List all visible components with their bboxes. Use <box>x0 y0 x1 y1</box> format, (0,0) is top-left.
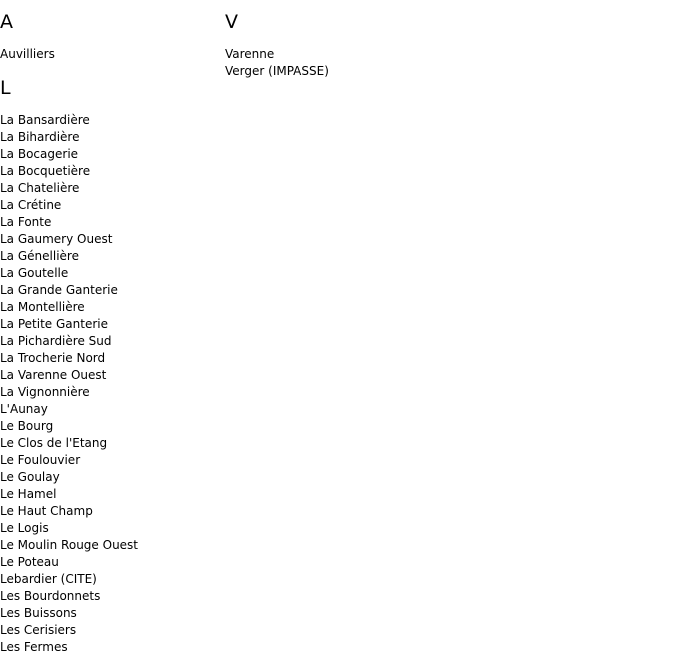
street-link[interactable]: Varenne <box>225 47 275 61</box>
letter-heading-a: A <box>0 11 13 33</box>
street-list-item[interactable] <box>0 112 220 129</box>
street-link[interactable]: Les Buissons <box>0 606 77 620</box>
letter-heading-l: L <box>0 77 11 99</box>
street-link[interactable]: La Bihardière <box>0 130 80 144</box>
street-link[interactable]: Le Foulouvier <box>0 453 81 467</box>
street-list-item[interactable] <box>0 622 220 639</box>
street-list-item[interactable] <box>0 503 220 520</box>
street-list-v <box>225 46 525 80</box>
street-index-left-column <box>0 0 220 656</box>
street-list-item[interactable] <box>0 316 220 333</box>
street-link[interactable]: La Grande Ganterie <box>0 283 118 297</box>
street-list-item[interactable] <box>0 639 220 656</box>
street-list-a <box>0 46 220 63</box>
street-link[interactable]: La Chatelière <box>0 181 80 195</box>
street-list-item[interactable] <box>225 63 525 80</box>
street-list-item[interactable] <box>0 401 220 418</box>
street-index-right-column <box>225 0 525 80</box>
letter-group-a <box>0 11 220 63</box>
street-list-item[interactable] <box>0 46 220 63</box>
street-list-item[interactable] <box>0 384 220 401</box>
street-list-item[interactable] <box>0 231 220 248</box>
street-link[interactable]: Le Poteau <box>0 555 59 569</box>
street-link[interactable]: La Crétine <box>0 198 62 212</box>
street-link[interactable]: La Goutelle <box>0 266 69 280</box>
street-list-item[interactable] <box>0 248 220 265</box>
street-list-item[interactable] <box>0 282 220 299</box>
street-list-item[interactable] <box>0 452 220 469</box>
street-link[interactable]: La Fonte <box>0 215 52 229</box>
street-link[interactable]: Les Bourdonnets <box>0 589 101 603</box>
street-link[interactable]: La Pichardière Sud <box>0 334 112 348</box>
street-list-item[interactable] <box>225 46 525 63</box>
street-link[interactable]: L'Aunay <box>0 402 48 416</box>
street-link[interactable]: Les Cerisiers <box>0 623 77 637</box>
street-list-item[interactable] <box>0 571 220 588</box>
street-list-item[interactable] <box>0 214 220 231</box>
street-list-item[interactable] <box>0 367 220 384</box>
street-list-item[interactable] <box>0 333 220 350</box>
letter-group-v <box>225 11 525 80</box>
letter-group-l <box>0 77 220 656</box>
street-list-item[interactable] <box>0 163 220 180</box>
street-link[interactable]: La Montellière <box>0 300 85 314</box>
street-list-l <box>0 112 220 656</box>
street-link[interactable]: Le Moulin Rouge Ouest <box>0 538 139 552</box>
street-list-item[interactable] <box>0 418 220 435</box>
street-list-item[interactable] <box>0 554 220 571</box>
street-list-item[interactable] <box>0 350 220 367</box>
street-link[interactable]: Le Logis <box>0 521 49 535</box>
street-list-item[interactable] <box>0 469 220 486</box>
street-link[interactable]: Le Goulay <box>0 470 60 484</box>
street-link[interactable]: La Génellière <box>0 249 79 263</box>
street-list-item[interactable] <box>0 129 220 146</box>
street-list-item[interactable] <box>0 486 220 503</box>
letter-heading-v: V <box>225 11 238 33</box>
street-list-item[interactable] <box>0 605 220 622</box>
street-link[interactable]: Le Bourg <box>0 419 54 433</box>
street-list-item[interactable] <box>0 588 220 605</box>
street-list-item[interactable] <box>0 197 220 214</box>
street-link[interactable]: La Bocquetière <box>0 164 91 178</box>
street-link[interactable]: La Bocagerie <box>0 147 79 161</box>
street-link[interactable]: Le Haut Champ <box>0 504 93 518</box>
street-list-item[interactable] <box>0 180 220 197</box>
street-link[interactable]: La Gaumery Ouest <box>0 232 113 246</box>
street-link[interactable]: La Trocherie Nord <box>0 351 106 365</box>
street-link[interactable]: Lebardier (CITE) <box>0 572 97 586</box>
street-link[interactable]: Le Hamel <box>0 487 57 501</box>
street-list-item[interactable] <box>0 299 220 316</box>
street-list-item[interactable] <box>0 537 220 554</box>
street-link[interactable]: La Bansardière <box>0 113 90 127</box>
street-link[interactable]: La Varenne Ouest <box>0 368 107 382</box>
street-link[interactable]: Verger (IMPASSE) <box>225 64 329 78</box>
street-link[interactable]: Le Clos de l'Etang <box>0 436 108 450</box>
street-link[interactable]: Les Fermes <box>0 640 68 654</box>
street-link[interactable]: La Vignonnière <box>0 385 90 399</box>
street-link[interactable]: Auvilliers <box>0 47 55 61</box>
street-list-item[interactable] <box>0 520 220 537</box>
street-list-item[interactable] <box>0 146 220 163</box>
street-link[interactable]: La Petite Ganterie <box>0 317 108 331</box>
street-list-item[interactable] <box>0 265 220 282</box>
street-list-item[interactable] <box>0 435 220 452</box>
